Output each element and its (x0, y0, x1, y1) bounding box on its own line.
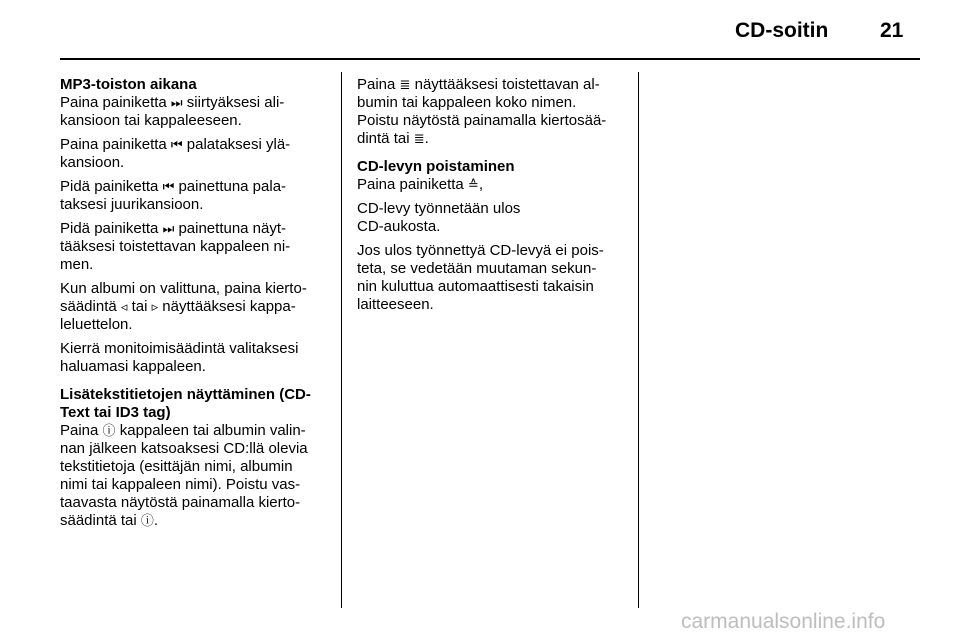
page-number: 21 (880, 19, 904, 42)
text: leluettelon. (60, 316, 133, 333)
next-track-icon: ⏭ (170, 95, 183, 110)
text: Kun albumi on valittuna, paina kierto- (60, 280, 307, 297)
text: nan jälkeen katsoaksesi CD:llä olevia (60, 440, 308, 457)
text: Pidä painiketta (60, 220, 163, 237)
text: Paina (357, 76, 400, 93)
info-icon: ⓘ (140, 513, 154, 528)
text: painettuna näyt- (174, 220, 287, 237)
watermark: carmanualsonline.info (681, 610, 886, 633)
column-1 (60, 76, 332, 536)
paragraph (60, 220, 332, 274)
text: Paina painiketta (60, 94, 171, 111)
section-heading-eject: CD-levyn poistaminen (357, 158, 515, 175)
text: säädintä tai (60, 512, 141, 529)
paragraph (357, 176, 629, 194)
paragraph (60, 178, 332, 214)
text: haluamasi kappaleen. (60, 358, 206, 375)
text: teta, se vedetään muutaman sekun- (357, 260, 597, 277)
text: Paina (60, 422, 103, 439)
text: nimi tai kappaleen nimi). Poistu vas- (60, 476, 301, 493)
paragraph (60, 94, 332, 130)
text: säädintä (60, 298, 121, 315)
info-icon: ⓘ (102, 423, 116, 438)
text: painettuna pala- (174, 178, 287, 195)
text: Text tai ID3 tag) (60, 404, 171, 421)
text: tekstitietoja (esittäjän nimi, albumin (60, 458, 293, 475)
list-icon: ≣ (399, 77, 411, 92)
previous-track-icon: ⏮ (162, 179, 175, 194)
text: Jos ulos työnnettyä CD-levyä ei pois- (357, 242, 604, 259)
column-divider-right (638, 72, 639, 608)
paragraph (60, 136, 332, 172)
text: näyttääksesi toistettavan al- (410, 76, 600, 93)
text: Paina painiketta (357, 176, 468, 193)
paragraph (60, 280, 332, 334)
page-title: CD-soitin (735, 19, 829, 42)
text: Lisätekstitietojen näyttäminen (CD- (60, 386, 311, 403)
previous-track-icon: ⏮ (170, 137, 183, 152)
text: kansioon. (60, 154, 125, 171)
column-divider-left (341, 72, 342, 608)
text: nin kuluttua automaattisesti takaisin (357, 278, 594, 295)
text: Pidä painiketta (60, 178, 163, 195)
text: CD-levy työnnetään ulos (357, 200, 521, 217)
text: . (424, 130, 429, 147)
text: CD-aukosta. (357, 218, 441, 235)
text: kansioon tai kappaleeseen. (60, 112, 242, 129)
text: näyttääksesi kappa- (158, 298, 296, 315)
paragraph (357, 242, 629, 314)
paragraph (357, 76, 629, 148)
eject-icon: ≙ (467, 177, 479, 192)
text: kappaleen tai albumin valin- (115, 422, 306, 439)
next-track-icon: ⏭ (162, 221, 175, 236)
paragraph (357, 200, 629, 236)
arrow-right-icon: ▹ (151, 299, 159, 314)
text: dintä tai (357, 130, 414, 147)
text: tai (127, 298, 152, 315)
text: men. (60, 256, 94, 273)
section-heading-mp3: MP3-toiston aikana (60, 76, 197, 93)
text: , (478, 176, 483, 193)
text: Paina painiketta (60, 136, 171, 153)
paragraph (60, 340, 332, 376)
text: Poistu näytöstä painamalla kiertosää- (357, 112, 607, 129)
text: taavasta näytöstä painamalla kierto- (60, 494, 301, 511)
paragraph (60, 422, 332, 530)
section-heading-cd-text (60, 386, 332, 422)
text: laitteeseen. (357, 296, 434, 313)
list-icon: ≣ (413, 131, 425, 146)
text: bumin tai kappaleen koko nimen. (357, 94, 577, 111)
text: tääksesi toistettavan kappaleen ni- (60, 238, 291, 255)
text: taksesi juurikansioon. (60, 196, 204, 213)
arrow-left-icon: ◃ (120, 299, 128, 314)
text: . (153, 512, 159, 529)
header-rule (60, 58, 920, 60)
text: palataksesi ylä- (182, 136, 291, 153)
column-2 (357, 76, 629, 320)
text: Kierrä monitoimisäädintä valitaksesi (60, 340, 299, 357)
text: siirtyäksesi ali- (182, 94, 285, 111)
